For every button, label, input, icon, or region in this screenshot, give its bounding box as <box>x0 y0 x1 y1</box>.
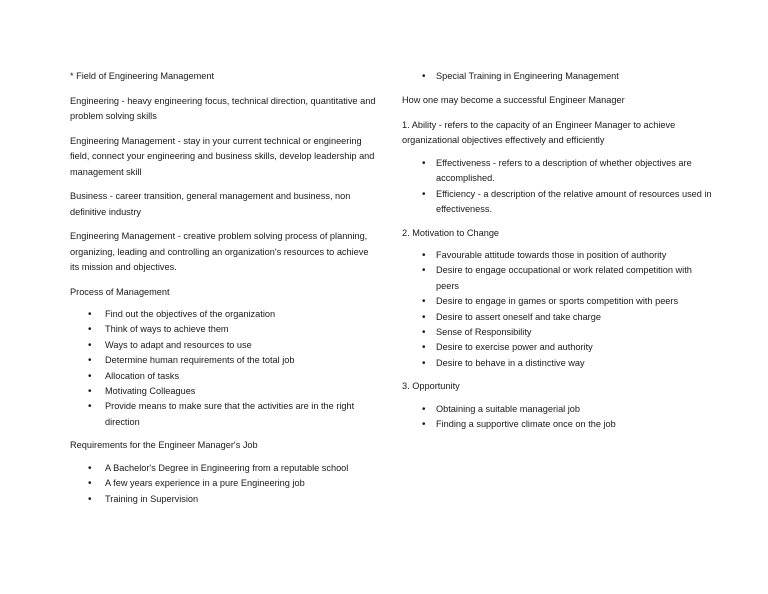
process-heading: Process of Management <box>70 286 170 297</box>
paragraph-engineering: Engineering - heavy engineering focus, technical direction, quantitative and problem solving skills <box>70 95 376 121</box>
bullet-icon: • <box>88 401 92 413</box>
bullet-icon: • <box>422 296 426 308</box>
bullet-icon: • <box>422 403 426 415</box>
opportunity-heading: 3. Opportunity <box>402 381 460 392</box>
right-column <box>402 69 712 441</box>
process-list <box>70 307 380 430</box>
bullet-icon: • <box>88 309 92 320</box>
list-item: • Determine human requirements of the total job <box>70 353 380 368</box>
bullet-icon: • <box>88 324 92 336</box>
requirements-list <box>70 461 380 507</box>
bullet-icon: • <box>422 250 426 262</box>
ability-text: 1. Ability - refers to the capacity of an Engineer Manager to achieve organizational objectives effectively and efficiently <box>402 119 676 146</box>
bullet-icon: • <box>422 342 426 354</box>
list-item: • Allocation of tasks <box>70 369 380 384</box>
list-item: • Ways to adapt and resources to use <box>70 338 380 353</box>
motivation-list <box>402 248 712 371</box>
bullet-icon: • <box>422 265 426 277</box>
bullet-icon: • <box>88 370 92 382</box>
ability-list <box>402 156 712 218</box>
list-item: • Efficiency - a description of the relative amount of resources used in effectiveness. <box>422 188 712 215</box>
bullet-icon: • <box>422 327 426 339</box>
list-item: • A Bachelor's Degree in Engineering from a reputable school <box>70 461 380 476</box>
bullet-icon: • <box>422 71 426 82</box>
list-item: • Effectiveness - refers to a description of whether objectives are accomplished. <box>422 157 692 184</box>
bullet-icon: • <box>88 493 92 505</box>
requirements-heading: Requirements for the Engineer Manager's Job <box>70 440 258 451</box>
left-column <box>70 69 380 515</box>
top-list <box>402 69 712 84</box>
bullet-icon: • <box>88 462 92 474</box>
list-item: • Finding a supportive climate once on the job <box>402 417 712 432</box>
list-item: • Desire to engage in games or sports competition with peers <box>402 294 712 309</box>
bullet-icon: • <box>88 478 92 490</box>
bullet-icon: • <box>422 311 426 323</box>
motivation-heading: 2. Motivation to Change <box>402 227 500 238</box>
bullet-icon: • <box>422 357 426 369</box>
list-item: • Favourable attitude towards those in position of authority <box>402 248 712 263</box>
list-item: • Obtaining a suitable managerial job <box>402 402 712 417</box>
list-item: • Provide means to make sure that the activities are in the right direction <box>88 401 355 427</box>
list-item: • Training in Supervision <box>70 492 380 507</box>
list-item: • Desire to behave in a distinctive way <box>402 356 712 371</box>
list-item: • Desire to exercise power and authority <box>402 340 712 355</box>
paragraph-engineering-management: Engineering Management - stay in your current technical or engineering field, connect your engineering and business skills, develop leadership and management skill <box>70 135 375 177</box>
list-item: • Find out the objectives of the organization <box>70 307 380 322</box>
list-item: • Sense of Responsibility <box>402 325 712 340</box>
bullet-icon: • <box>422 419 426 431</box>
bullet-icon: • <box>88 386 92 398</box>
field-heading: * Field of Engineering Management <box>70 71 215 81</box>
opportunity-list <box>402 402 712 433</box>
bullet-icon: • <box>88 339 92 351</box>
bullet-icon: • <box>422 188 426 200</box>
list-item: • Desire to assert oneself and take charge <box>402 310 712 325</box>
list-item: • Motivating Colleagues <box>70 384 380 399</box>
success-heading: How one may become a successful Engineer Manager <box>402 95 625 106</box>
paragraph-engineering-management-definition: Engineering Management - creative problem solving process of planning, organizing, leading and controlling an organization's resources to achieve its mission and objectives. <box>70 231 369 272</box>
list-item: • A few years experience in a pure Engineering job <box>70 476 380 491</box>
bullet-icon: • <box>422 157 426 169</box>
list-item: • Think of ways to achieve them <box>70 322 380 337</box>
list-item: • Desire to engage occupational or work related competition with peers <box>422 265 692 291</box>
paragraph-business: Business - career transition, general management and business, non definitive industry <box>70 191 351 217</box>
bullet-icon: • <box>88 355 92 367</box>
list-item: • Special Training in Engineering Management <box>402 69 712 84</box>
